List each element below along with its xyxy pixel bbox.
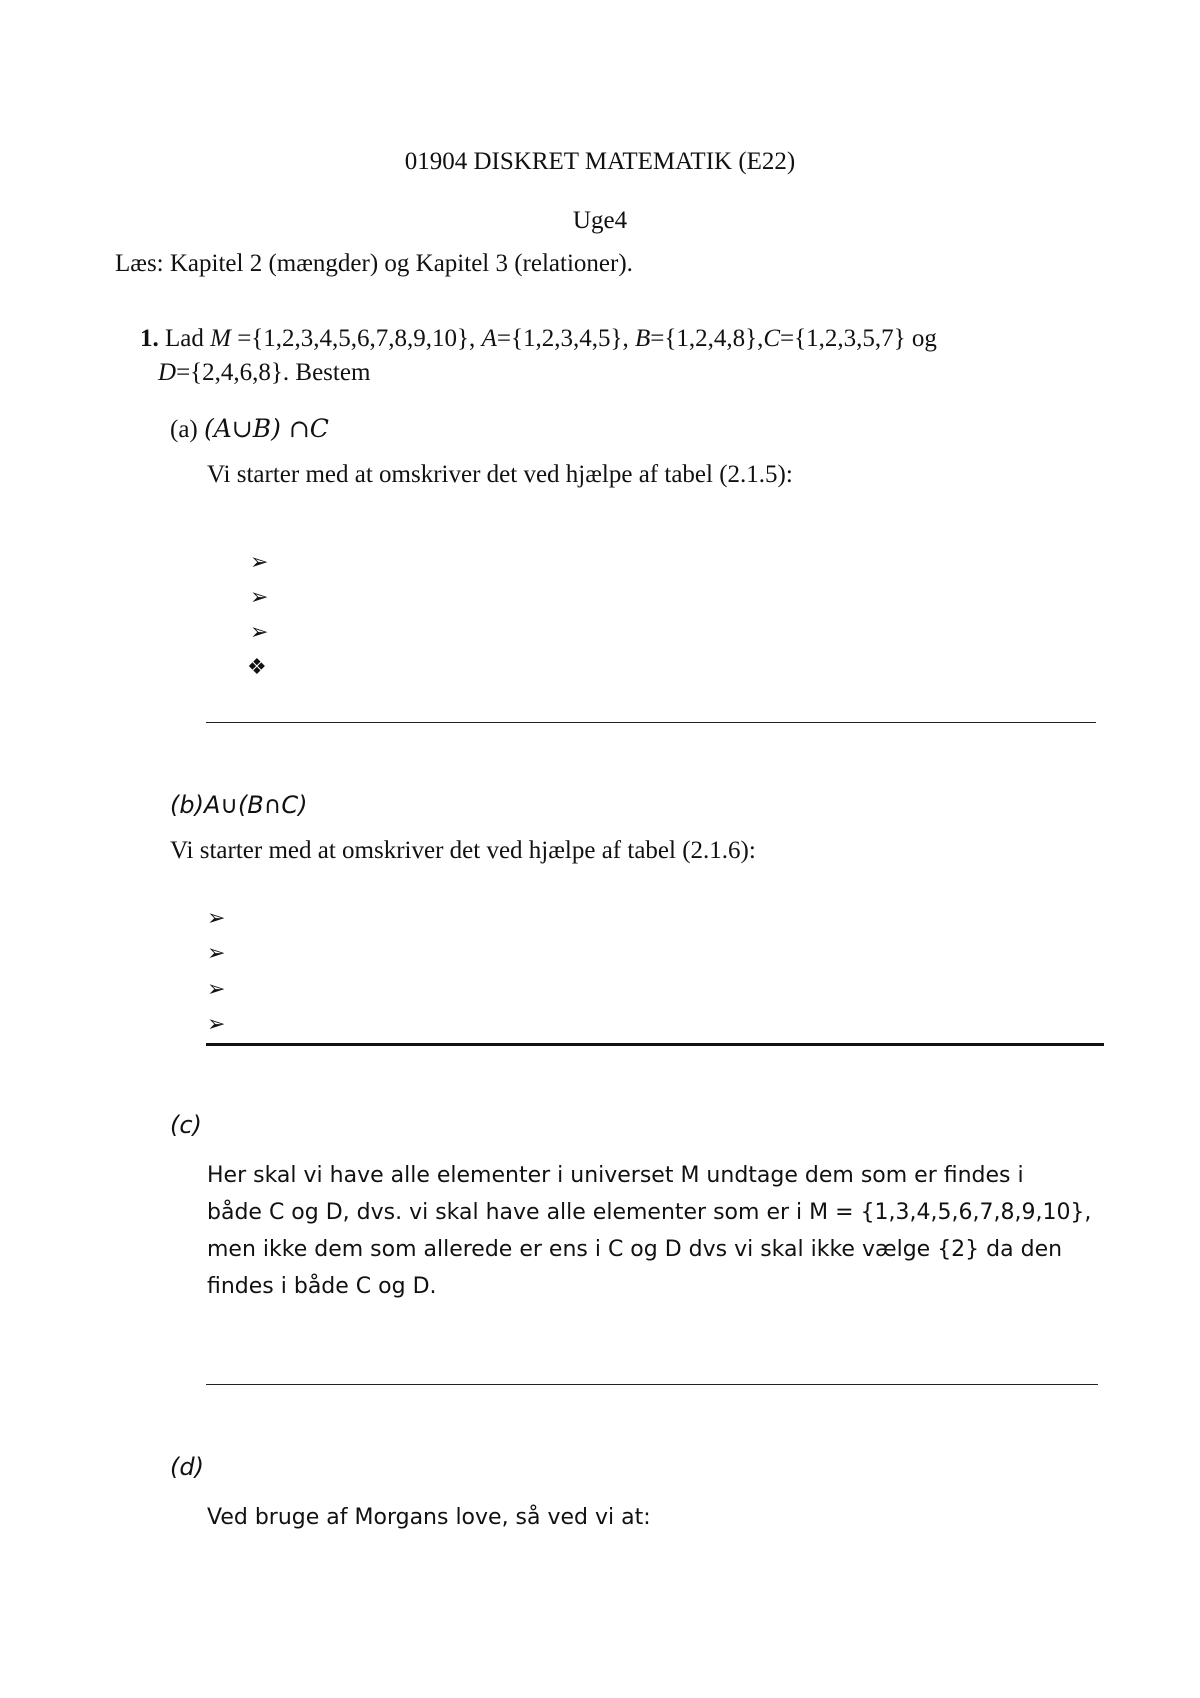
problem-1-line-1 xyxy=(140,325,937,353)
arrow-bullet-icon: ➢ xyxy=(207,941,226,966)
part-c-heading: (c) xyxy=(170,1111,202,1139)
reading-assignment: Læs: Kapitel 2 (mængder) og Kapitel 3 (relationer). xyxy=(115,250,633,277)
divider-line xyxy=(206,1384,1098,1385)
divider-line xyxy=(206,722,1096,723)
part-a-expression: (A∪B) ∩C xyxy=(204,414,329,443)
set-a-symbol: A xyxy=(481,325,497,352)
problem-number: 1. xyxy=(140,325,159,352)
problem-1-line-2 xyxy=(158,359,370,387)
part-c-line-1: Her skal vi have alle elementer i universet M undtage dem som er findes i xyxy=(207,1163,1024,1188)
part-a-heading xyxy=(170,414,329,444)
set-c-value: ={1,2,3,5,7} og xyxy=(780,325,937,352)
divider-line-thick xyxy=(206,1043,1104,1046)
part-b-intro: Vi starter med at omskriver det ved hjælpe af tabel (2.1.6): xyxy=(170,837,756,864)
part-c-line-3: men ikke dem som allerede er ens i C og D dvs vi skal ikke vælge {2} da den xyxy=(207,1237,1063,1262)
set-m-value: ={1,2,3,4,5,6,7,8,9,10}, xyxy=(230,325,482,352)
part-a-intro: Vi starter med at omskriver det ved hjælpe af tabel (2.1.5): xyxy=(207,461,793,488)
set-c-symbol: C xyxy=(763,325,781,352)
arrow-bullet-icon: ➢ xyxy=(250,550,269,575)
set-d-value: ={2,4,6,8}. Bestem xyxy=(176,359,371,386)
diamond-bullet-icon: ❖ xyxy=(247,655,267,680)
arrow-bullet-icon: ➢ xyxy=(207,977,226,1002)
part-a-label: (a) xyxy=(170,416,204,443)
arrow-bullet-icon: ➢ xyxy=(207,906,226,931)
part-d-heading: (d) xyxy=(170,1453,204,1481)
part-c-line-4: findes i både C og D. xyxy=(207,1274,437,1299)
part-d-intro: Ved bruge af Morgans love, så ved vi at: xyxy=(207,1505,651,1530)
set-d-symbol: D xyxy=(158,359,177,386)
part-c-line-2: både C og D, dvs. vi skal have alle elementer som er i M = {1,3,4,5,6,7,8,9,10}, xyxy=(207,1200,1092,1225)
lad-word: Lad xyxy=(165,325,204,352)
arrow-bullet-icon: ➢ xyxy=(207,1012,226,1037)
set-a-value: ={1,2,3,4,5}, xyxy=(496,325,635,352)
arrow-bullet-icon: ➢ xyxy=(250,620,269,645)
week-label: Uge4 xyxy=(572,207,628,234)
arrow-bullet-icon: ➢ xyxy=(250,585,269,610)
course-title: 01904 DISKRET MATEMATIK (E22) xyxy=(404,148,796,175)
set-b-symbol: B xyxy=(634,325,651,352)
part-b-heading: (b)A∪(B∩C) xyxy=(170,791,308,819)
set-m-symbol: M xyxy=(210,325,231,352)
set-b-value: ={1,2,4,8}, xyxy=(650,325,764,352)
